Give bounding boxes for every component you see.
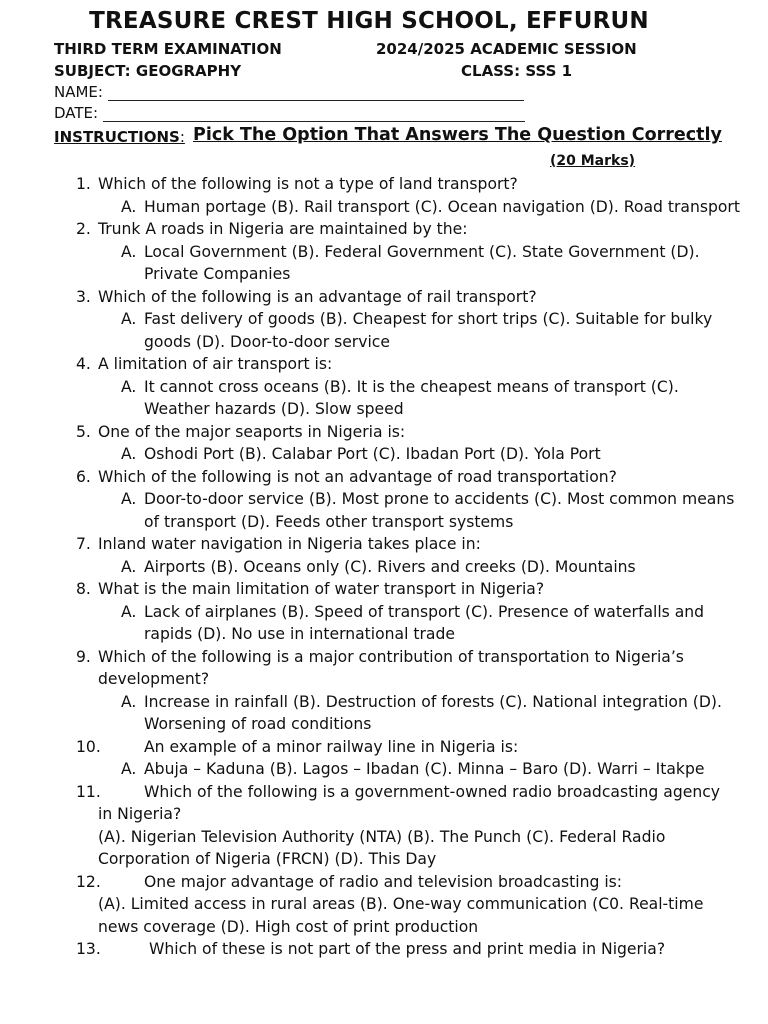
answer-options — [0, 376, 768, 421]
option-letter: A. — [121, 692, 137, 711]
options-text: Abuja – Kaduna (B). Lagos – Ibadan (C). Minna – Baro (D). Warri – Itakpe — [144, 760, 705, 778]
question-number: 3. — [76, 287, 91, 306]
question — [0, 173, 768, 196]
total-marks: (20 Marks) — [550, 153, 636, 169]
name-blank-line[interactable] — [108, 86, 524, 101]
question-text: A limitation of air transport is: — [98, 355, 333, 373]
option-letter: A. — [121, 377, 137, 396]
answer-options — [0, 241, 768, 286]
exam-title: THIRD TERM EXAMINATION — [54, 40, 282, 58]
question — [0, 646, 768, 691]
question-number: 10. — [76, 737, 101, 756]
name-label: NAME: — [54, 83, 103, 101]
question — [0, 286, 768, 309]
answer-options — [0, 308, 768, 353]
question-number: 5. — [76, 422, 91, 441]
question-number: 1. — [76, 175, 91, 193]
options-text: Lack of airplanes (B). Speed of transport (C). Presence of waterfalls and rapids (D). No use in international trade — [144, 602, 705, 643]
question-number: 13. — [76, 940, 101, 958]
options-text: Fast delivery of goods (B). Cheapest for short trips (C). Suitable for bulky goods (D). Door-to-door service — [144, 310, 713, 351]
question-text: One of the major seaports in Nigeria is: — [98, 422, 406, 441]
options-text: Oshodi Port (B). Calabar Port (C). Ibadan Port (D). Yola Port — [144, 445, 601, 463]
name-field[interactable] — [54, 83, 524, 101]
answer-options: (A). Limited access in rural areas (B). One-way communication (C0. Real-time news coverage (D). High cost of print production — [98, 895, 704, 936]
options-text: Increase in rainfall (B). Destruction of forests (C). National integration (D). Worsening of road conditions — [144, 692, 722, 733]
options-text: Airports (B). Oceans only (C). Rivers and creeks (D). Mountains — [144, 557, 636, 576]
date-label: DATE: — [54, 104, 99, 122]
question-text-continued: in Nigeria? — [98, 805, 182, 823]
question-text: Which of these is not part of the press and print media in Nigeria? — [149, 940, 666, 958]
question-text: Trunk A roads in Nigeria are maintained by the: — [98, 220, 468, 238]
question-number: 6. — [76, 467, 91, 486]
instructions-heading: INSTRUCTIONS: — [54, 128, 185, 146]
answer-options — [0, 691, 768, 736]
options-text: It cannot cross oceans (B). It is the cheapest means of transport (C). Weather hazards (D). Slow speed — [144, 377, 679, 418]
options-text: Human portage (B). Rail transport (C). Ocean navigation (D). Road transport — [144, 197, 740, 216]
question-text: Which of the following is a government-owned radio broadcasting agency — [144, 782, 721, 801]
question-text: Which of the following is an advantage of rail transport? — [98, 287, 537, 306]
question-number: 9. — [76, 647, 91, 666]
question-number: 11. — [76, 782, 101, 801]
question — [0, 218, 768, 241]
question — [0, 533, 768, 556]
question — [0, 353, 768, 376]
question-number: 12. — [76, 872, 101, 891]
option-letter: A. — [121, 242, 137, 261]
question — [0, 578, 768, 601]
question-text: One major advantage of radio and television broadcasting is: — [144, 872, 623, 891]
date-field[interactable] — [54, 104, 525, 122]
option-letter: A. — [121, 760, 137, 778]
options-text: Door-to-door service (B). Most prone to accidents (C). Most common means of transport (D). Feeds other transport systems — [144, 490, 735, 531]
question-text: Which of the following is a major contribution of transportation to Nigeria’s development? — [98, 647, 684, 688]
option-letter: A. — [121, 557, 137, 576]
option-letter: A. — [121, 445, 137, 463]
options-text: Local Government (B). Federal Government (C). State Government (D). Private Companies — [144, 242, 700, 283]
answer-options — [0, 443, 768, 466]
class-label: CLASS: SSS 1 — [461, 62, 573, 80]
question — [0, 938, 768, 961]
question — [0, 466, 768, 489]
question-number: 4. — [76, 355, 91, 373]
question-text: Which of the following is not an advantage of road transportation? — [98, 467, 617, 486]
question-number: 2. — [76, 220, 91, 238]
answer-options — [0, 488, 768, 533]
question-text: Inland water navigation in Nigeria takes place in: — [98, 535, 481, 553]
question-text: Which of the following is not a type of land transport? — [98, 175, 518, 193]
subject-label: SUBJECT: GEOGRAPHY — [54, 62, 242, 80]
question-text: An example of a minor railway line in Nigeria is: — [144, 737, 519, 756]
date-blank-line[interactable] — [103, 107, 525, 122]
answer-options — [0, 601, 768, 646]
option-letter: A. — [121, 310, 137, 328]
option-letter: A. — [121, 490, 137, 508]
question — [0, 781, 768, 804]
answer-options: (A). Nigerian Television Authority (NTA) (B). The Punch (C). Federal Radio Corporation of Nigeria (FRCN) (D). This Day — [98, 827, 666, 868]
question-number: 8. — [76, 580, 91, 598]
answer-options — [0, 196, 768, 219]
option-letter: A. — [121, 197, 137, 216]
question-text: What is the main limitation of water transport in Nigeria? — [98, 580, 545, 598]
answer-options — [0, 556, 768, 579]
question — [0, 736, 768, 759]
option-letter: A. — [121, 602, 137, 621]
question-number: 7. — [76, 535, 91, 553]
question — [0, 871, 768, 894]
question — [0, 421, 768, 444]
question-list — [0, 173, 768, 961]
school-title: TREASURE CREST HIGH SCHOOL, EFFURUN — [89, 8, 649, 34]
academic-session: 2024/2025 ACADEMIC SESSION — [376, 40, 637, 58]
answer-options — [0, 758, 768, 781]
instructions-text: Pick The Option That Answers The Question Correctly — [193, 125, 722, 145]
